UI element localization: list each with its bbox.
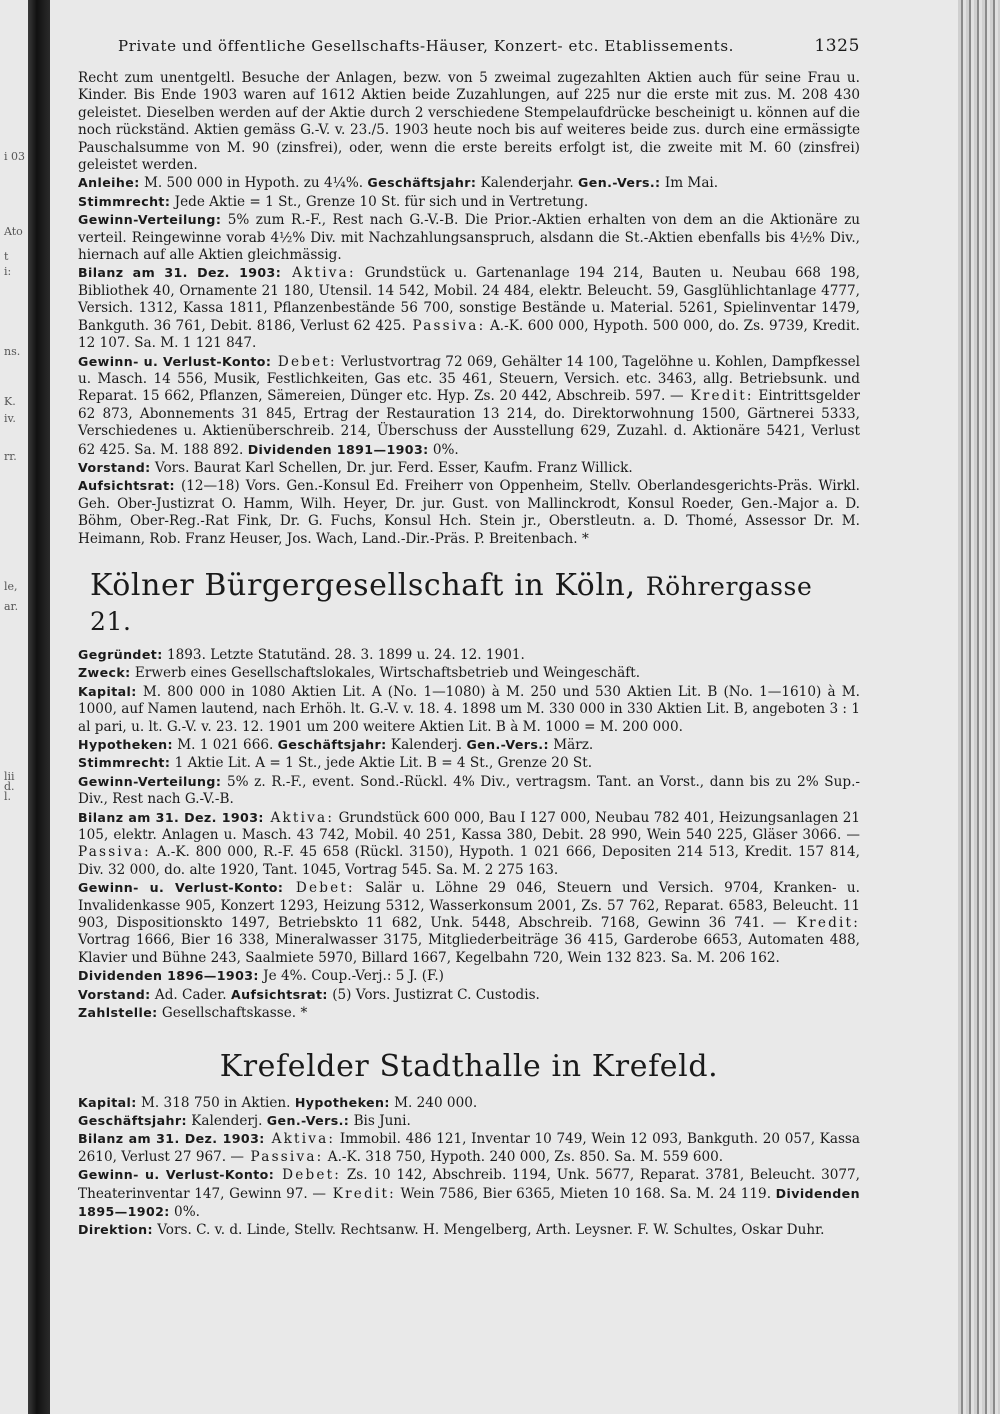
section3-entries	[78, 1094, 860, 1240]
entry-text: (12—18) Vors. Gen.-Konsul Ed. Freiherr von Oppenheim, Stellv. Oberlandesgerichts-Präs. Wirkl. Geh. Ober-Justizrat O. Hamm, Wilh. Heyer, Dr. jur. Gust. von Mallinckrodt, Konsul Roeder, Gen.-Major a. D. Böhm, Ober-Reg.-Rat Fink, Dr. G. Fuchs, Konsul Hch. Stein jr., Oberstleutn. a. D. Thomé, Assessor Dr. M. Heimann, Rob. Franz Heuser, Jos. Wach, Land.-Dir.-Präs. P. Breitenbach.	[78, 478, 860, 547]
margin-fragment: i 03	[4, 150, 26, 163]
entry-paragraph	[78, 174, 860, 192]
spaced-label: Aktiva:	[264, 1131, 336, 1148]
margin-fragment: ar.	[4, 600, 19, 613]
entry-keyword: Stimmrecht:	[78, 755, 171, 771]
margin-fragment: i:	[4, 265, 12, 278]
entry-text: Grundstück 600 000, Bau I 127 000, Neubau 782 401, Heizungsanlagen 21 105, elektr. Anlagen u. Masch. 43 742, Mobil. 40 251, Kassa 380, Debit. 28 990, Wein 540 225, Gläser 3066. —	[78, 809, 861, 844]
running-header	[78, 36, 860, 56]
entry-text: A.-K. 800 000, R.-F. 45 658 (Rückl. 3150), Hypoth. 1 021 666, Depositen 214 513, Kredit. 157 814, Div. 32 000, do. alte 1920, Tant. 1045, Vortrag 545. Sa. M. 2 275 163.	[78, 844, 860, 878]
entry-paragraph	[78, 664, 860, 682]
margin-fragment: le,	[4, 580, 18, 593]
entry-keyword: Kapital:	[78, 683, 137, 699]
entry-paragraph	[78, 646, 860, 664]
entry-keyword: Geschäftsjahr:	[367, 175, 477, 191]
entry-keyword: Direktion:	[78, 1222, 153, 1238]
entry-paragraph	[78, 967, 860, 985]
margin-fragment: K.	[4, 395, 16, 408]
entry-keyword: Gewinn-Verteilung:	[78, 212, 222, 228]
entry-text: 0%.	[169, 1203, 200, 1220]
entry-keyword: Gen.-Vers.:	[266, 1112, 350, 1128]
entry-keyword: Hypotheken:	[294, 1094, 390, 1110]
running-title: Private und öffentliche Gesellschafts-Häuser, Konzert- etc. Etablissements.	[118, 37, 735, 55]
entry-keyword: Aufsichtsrat:	[230, 986, 328, 1002]
section1-continuation	[78, 70, 860, 174]
entry-keyword: Zweck:	[78, 665, 131, 681]
entry-text: Im Mai.	[660, 175, 719, 192]
entry-keyword: Anleihe:	[78, 175, 140, 191]
continuation-paragraph: Recht zum unentgeltl. Besuche der Anlagen, bezw. von 5 zweimal zugezahlten Aktien auch für seine Frau u. Kinder. Bis Ende 1903 waren auf 1612 Aktien beide Zuzahlungen, auf 225 nur die erste mit zus. M. 208 430 geleistet. Dieselben werden auf der Aktie durch 2 verschiedene Stempelaufdrücke bescheinigt u. können auf die noch rückständ. Aktien gemäss G.-V. v. 23./5. 1903 heute noch bis auf weiteres beide zus. durch eine ermässigte Pauschalsumme von M. 90 (zinsfrei), oder, wenn die erste bereits erfolgt ist, die zweite mit M. 60 (zinsfrei) geleistet werden.	[78, 70, 860, 174]
entry-text: *	[577, 530, 589, 547]
entry-text: Verlustvortrag 72 069, Gehälter 14 100, Tagelöhne u. Kohlen, Dampfkessel u. Masch. 14 556, Musik, Festlichkeiten, Gas etc. 35 461, Steuern, Versich. etc. 3463, allg. Betriebsunk. und Reparat. 15 662, Pflanzen, Sämereien, Dünger etc. Hyp. Zs. 20 442, Abschreib. 597. —	[78, 353, 860, 405]
entry-paragraph	[78, 353, 860, 459]
entry-text: Wein 7586, Bier 6365, Mieten 10 168. Sa. M. 24 119.	[395, 1185, 776, 1202]
spaced-label: Passiva:	[244, 1148, 324, 1165]
margin-fragment: Ato	[4, 225, 23, 238]
entry-keyword: Bilanz am 31. Dez. 1903:	[78, 265, 282, 281]
entry-text: 0%.	[428, 441, 459, 458]
entry-keyword: Gewinn-Verteilung:	[78, 773, 222, 789]
entry-text: 1893. Letzte Statutänd. 28. 3. 1899 u. 24. 12. 1901.	[162, 646, 525, 663]
entry-text: 5% zum R.-F., Rest nach G.-V.-B. Die Prior.-Aktien erhalten von dem an die Aktionäre zu verteil. Reingewinne vorab 4½% Div. mit Nachzahlungsanspruch, alsdann die St.-Aktien ebenfalls bis 4½% Div., hiernach auf alle Aktien gleichmässig.	[78, 212, 860, 264]
entry-text: Bis Juni.	[349, 1112, 411, 1129]
spaced-label: Passiva:	[78, 844, 151, 861]
entry-keyword: Gewinn- u. Verlust-Konto:	[78, 1167, 275, 1183]
entry-paragraph	[78, 193, 860, 211]
entry-text: Grundstück u. Gartenanlage 194 214, Bauten u. Neubau 668 198, Bibliothek 40, Ornamente 21 180, Utensil. 14 542, Mobil. 24 484, elektr. Beleucht. 59, Gasglühlichtanlage 4777, Versich. 1312, Kassa 1811, Pflanzenbestände 56 700, sonstige Bestände u. Material. 5261, Spielinventar 1479, Bankguth. 36 761, Debit. 8186, Verlust 62 425.	[78, 265, 860, 334]
entry-text: M. 500 000 in Hypoth. zu 4¼%.	[139, 175, 368, 192]
entry-text: Immobil. 486 121, Inventar 10 749, Wein 12 093, Bankguth. 20 057, Kassa 2610, Verlust 27 967. —	[78, 1131, 861, 1165]
entry-keyword: Gen.-Vers.:	[578, 175, 661, 191]
spaced-label: Debet:	[283, 880, 355, 897]
entry-paragraph	[78, 1221, 860, 1239]
entry-paragraph	[78, 477, 860, 548]
entry-text: M. 318 750 in Aktien.	[136, 1094, 295, 1111]
entry-keyword: Gegründet:	[78, 646, 163, 662]
entry-paragraph	[78, 1004, 860, 1022]
entry-keyword: Dividenden 1896—1903:	[78, 968, 259, 984]
entry-text: M. 240 000.	[389, 1094, 478, 1111]
entry-paragraph	[78, 754, 860, 772]
margin-fragment: iv.	[4, 412, 16, 425]
entry-keyword: Stimmrecht:	[78, 193, 171, 209]
entry-keyword: Dividenden 1891—1903:	[247, 441, 429, 457]
entry-text: M. 800 000 in 1080 Aktien Lit. A (No. 1—1080) à M. 250 und 530 Aktien Lit. B (No. 1—1610) à M. 1000, auf Namen lautend, nach Erhöh. lt. G.-V. v. 18. 4. 1898 um M. 330 000 in 330 Aktien Lit. B, angeboten 3 : 1 al pari, u. lt. G.-V. v. 23. 12. 1901 um 200 weitere Aktien Lit. B à M. 1000 = M. 200 000.	[78, 683, 860, 735]
company-address: Röhrergasse 21.	[90, 571, 813, 636]
entry-keyword: Vorstand:	[78, 459, 151, 475]
entry-paragraph	[78, 264, 860, 352]
entry-paragraph	[78, 736, 860, 754]
entry-keyword: Gewinn- u. Verlust-Konto:	[78, 353, 272, 369]
entry-keyword: Aufsichtsrat:	[78, 478, 175, 494]
page-number: 1325	[814, 36, 860, 56]
company-title: Krefelder Stadthalle in Krefeld.	[219, 1048, 719, 1084]
margin-fragment: rr.	[4, 450, 17, 463]
entry-text: Ad. Cader.	[150, 986, 231, 1003]
entry-text: Vortrag 1666, Bier 16 338, Mineralwasser 3175, Mitgliederbeiträge 36 415, Garderobe 6653, Automaten 488, Klavier und Bühne 243, Saalmiete 5970, Billard 1667, Kegelbahn 720, Wein 132 823. Sa. M. 206 162.	[78, 932, 860, 966]
entry-keyword: Geschäftsjahr:	[277, 737, 387, 752]
entry-paragraph	[78, 459, 860, 477]
entry-keyword: Bilanz am 31. Dez. 1903:	[78, 1131, 265, 1147]
section1-entries	[78, 174, 860, 548]
entry-text: Kalenderj.	[186, 1112, 267, 1129]
entry-text: 5% z. R.-F., event. Sond.-Rückl. 4% Div., vertragsm. Tant. an Vorst., dann bis zu 2% Sup.-Div., Rest nach G.-V.-B.	[78, 773, 860, 808]
entry-paragraph	[78, 1094, 860, 1112]
entry-text: M. 1 021 666.	[172, 737, 278, 753]
entry-paragraph	[78, 211, 860, 264]
company-title: Kölner Bürgergesellschaft in Köln,	[90, 567, 636, 603]
entry-text: Kalenderj.	[386, 737, 467, 753]
entry-text: Eintrittsgelder 62 873, Abonnements 31 845, Ertrag der Restauration 13 214, do. Direktorwohnung 1500, Gärtnerei 5333, Verschiedenes u. Aktienüberschreib. 214, Überschuss der Ausstellung 629, Zuzahl. d. Aktionäre 5421, Verlust 62 425. Sa. M. 188 892.	[78, 388, 860, 458]
entry-paragraph	[78, 683, 860, 736]
margin-fragment: lii	[4, 770, 15, 783]
entry-text: Je 4%. Coup.-Verj.: 5 J. (F.)	[258, 968, 444, 985]
entry-keyword: Gen.-Vers.:	[466, 737, 549, 752]
entry-paragraph	[78, 773, 860, 809]
entry-keyword: Geschäftsjahr:	[78, 1112, 187, 1128]
document-page	[78, 36, 860, 1240]
entry-text: A.-K. 318 750, Hypoth. 240 000, Zs. 850. Sa. M. 559 600.	[323, 1148, 724, 1165]
entry-paragraph	[78, 1130, 860, 1166]
spaced-label: Passiva:	[405, 317, 486, 334]
section2-entries	[78, 646, 860, 1023]
entry-paragraph	[78, 879, 860, 967]
margin-fragment: ns.	[4, 345, 21, 358]
entry-paragraph	[78, 1166, 860, 1221]
spaced-label: Aktiva:	[263, 809, 335, 826]
entry-text: 1 Aktie Lit. A = 1 St., jede Aktie Lit. B = 4 St., Grenze 20 St.	[170, 755, 593, 772]
company-heading-krefelder	[78, 1049, 860, 1084]
entry-text: Zs. 10 142, Abschreib. 1194, Unk. 5677, Reparat. 3781, Beleucht. 3077, Theaterinventar 147, Gewinn 97. —	[78, 1167, 860, 1202]
entry-text: Vors. Baurat Karl Schellen, Dr. jur. Ferd. Esser, Kaufm. Franz Willick.	[150, 459, 633, 476]
margin-fragment: t	[4, 250, 9, 263]
entry-text: (5) Vors. Justizrat C. Custodis.	[327, 986, 540, 1003]
entry-paragraph	[78, 986, 860, 1004]
spaced-label: Kredit:	[786, 915, 860, 932]
entry-keyword: Vorstand:	[78, 986, 151, 1002]
entry-paragraph	[78, 809, 860, 880]
entry-paragraph	[78, 1112, 860, 1130]
entry-text: *	[296, 1005, 308, 1022]
margin-fragment: l.	[4, 790, 12, 803]
entry-text: Salär u. Löhne 29 046, Steuern und Versich. 9704, Kranken- u. Invalidenkasse 905, Konzert 1293, Heizung 5312, Wasserkonsum 2001, Zs. 57 762, Reparat. 6583, Beleucht. 11 903, Dispositionskto 1497, Betriebskto 11 682, Unk. 5448, Abschreib. 7168, Gewinn 36 741. —	[78, 880, 860, 932]
spaced-label: Debet:	[271, 353, 337, 370]
entry-text: Vors. C. v. d. Linde, Stellv. Rechtsanw. H. Mengelberg, Arth. Leysner. F. W. Schultes, Oskar Duhr.	[152, 1222, 825, 1239]
entry-text: Erwerb eines Gesellschaftslokales, Wirtschaftsbetrieb und Weingeschäft.	[130, 665, 641, 682]
book-gutter-left	[28, 0, 50, 1414]
spaced-label: Kredit:	[325, 1185, 396, 1202]
entry-keyword: Gewinn- u. Verlust-Konto:	[78, 880, 284, 896]
entry-text: Gesellschaftskasse.	[157, 1005, 297, 1022]
company-heading-koelner	[90, 568, 860, 638]
entry-keyword: Kapital:	[78, 1094, 137, 1110]
spaced-label: Kredit:	[683, 388, 754, 405]
spaced-label: Aktiva:	[281, 265, 356, 282]
entry-text: A.-K. 600 000, Hypoth. 500 000, do. Zs. 9739, Kredit. 12 107. Sa. M. 1 121 847.	[78, 317, 860, 352]
entry-keyword: Hypotheken:	[78, 737, 173, 752]
entry-keyword: Dividenden 1895—1902:	[78, 1185, 860, 1219]
entry-keyword: Bilanz am 31. Dez. 1903:	[78, 809, 264, 825]
entry-text: März.	[548, 737, 594, 753]
entry-text: Kalenderjahr.	[476, 175, 579, 192]
margin-fragment: d.	[4, 780, 15, 793]
entry-keyword: Zahlstelle:	[78, 1005, 158, 1021]
entry-text: Jede Aktie = 1 St., Grenze 10 St. für sich und in Vertretung.	[170, 193, 589, 210]
book-page-edges	[958, 0, 1000, 1414]
spaced-label: Debet:	[274, 1167, 342, 1184]
